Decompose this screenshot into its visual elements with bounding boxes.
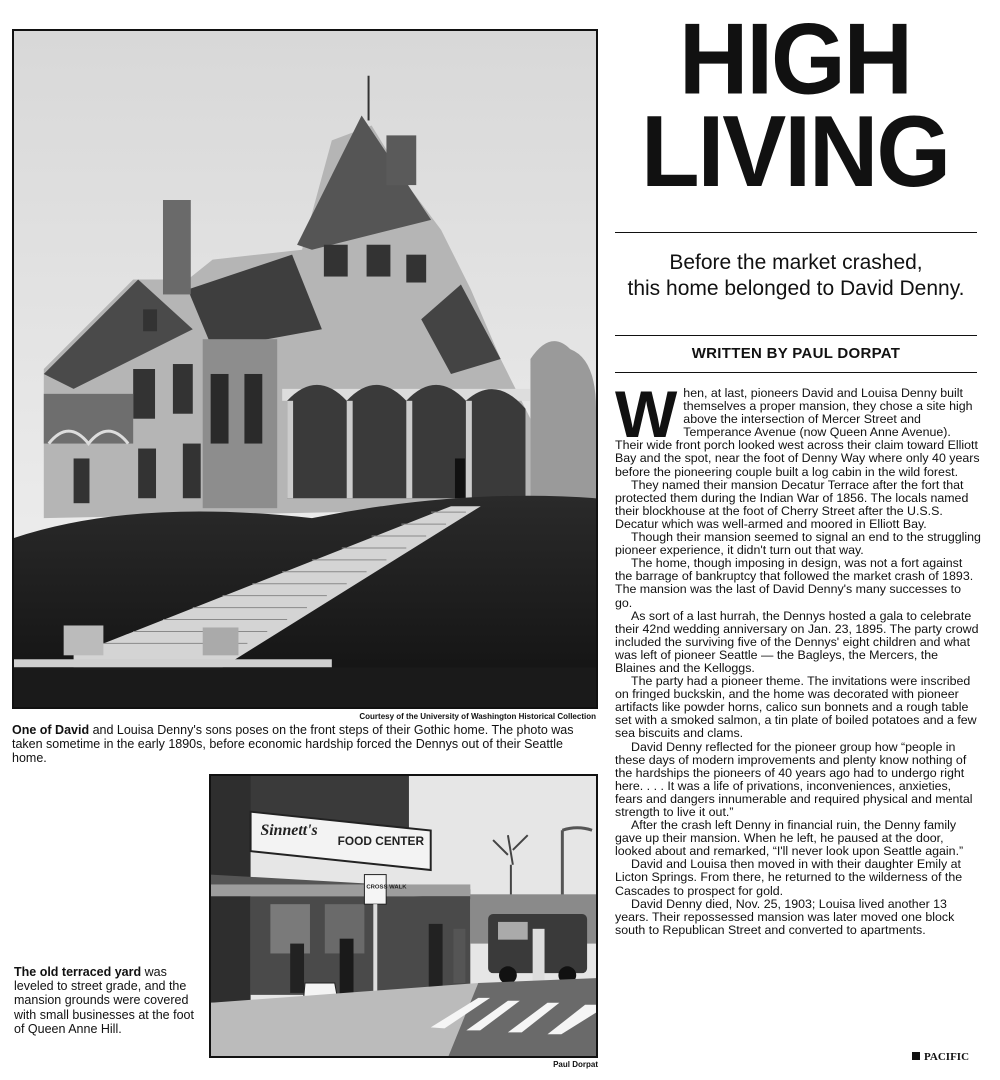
deck-line-2: this home belonged to David Denny. xyxy=(627,277,965,300)
section-tag-label: PACIFIC xyxy=(924,1051,970,1063)
article-paragraph: David Denny reflected for the pioneer group how “people in these days of modern improvements and plenty know nothing of the hardships the pioneers of 40 years ago had to undergo right here. . . . It was a life of privations, inconveniences, anxieties, fears and dangers innumerable and required physical and mental strength to live it out.” xyxy=(615,739,973,819)
crosswalk-sign: CROSS WALK xyxy=(366,884,407,891)
article-body xyxy=(615,377,981,937)
article-paragraph: As sort of a last hurrah, the Dennys hosted a gala to celebrate their 42nd wedding anniversary on Jan. 23, 1895. The party crowd included the surviving five of the Dennys' eight children and what was left of pioneer Seattle — the Bagleys, the Mercers, the Blaines and the Kelloggs. xyxy=(615,608,979,675)
mansion-caption-lead: One of David xyxy=(12,723,90,737)
article-paragraph: The home, though imposing in design, was not a fort against the barrage of bankruptcy that followed the market crash of 1893. The mansion was the last of David Denny's many successes to go. xyxy=(615,556,974,610)
article-paragraph: When, at last, pioneers David and Louisa Denny built themselves a proper mansion, they chose a site high above the intersection of Mercer Street and Temperance Avenue (now Queen Anne Avenue). Their wide front porch looked west across their claim toward Elliott Bay and the spot, near the foot of Denny Way where only 40 years before the pioneering couple built a log cabin in the wild forest. xyxy=(615,377,980,479)
byline: WRITTEN BY PAUL DORPAT xyxy=(691,345,901,362)
headline-rule-top xyxy=(615,232,977,233)
storefront-photo-credit: Paul Dorpat xyxy=(553,1060,598,1069)
article-paragraph: Though their mansion seemed to signal an end to the struggling pioneer experience, it didn't turn out that way. xyxy=(615,530,981,558)
storefront-caption-text: was leveled to street grade, and the mansion grounds were covered with small businesses at the foot of Queen Anne Hill. xyxy=(14,965,194,1036)
store-sign-food: FOOD CENTER xyxy=(337,834,425,849)
storefront-photo-caption xyxy=(14,965,204,1036)
deck-line-1: Before the market crashed, xyxy=(669,251,923,274)
square-bullet-icon xyxy=(912,1052,920,1060)
article-paragraph: David Denny died, Nov. 25, 1903; Louisa lived another 13 years. Their repossessed mansion was later moved one block south to Republican Street and converted to apartments. xyxy=(615,896,955,937)
deck xyxy=(615,250,977,302)
headline-line-1: HIGH xyxy=(679,3,911,116)
store-sign-name: Sinnett's xyxy=(260,822,318,840)
article-paragraph: The party had a pioneer theme. The invitations were inscribed on fringed buckskin, and the home was decorated with pioneer artifacts like powder horns, calico sun bonnets and a rough table set with a smoked salmon, a tin plate of boiled potatoes and a few sea biscuits and clams. xyxy=(615,674,977,741)
headline-line-2: LIVING xyxy=(640,95,949,208)
drop-cap: W xyxy=(615,377,678,451)
mansion-photo-credit: Courtesy of the University of Washington Historical Collection xyxy=(359,712,596,721)
mansion-photo xyxy=(12,29,598,709)
deck-rule-bottom xyxy=(615,335,977,336)
mansion-illustration xyxy=(14,31,596,707)
storefront-photo xyxy=(209,774,598,1058)
headline xyxy=(612,3,978,208)
storefront-caption-lead: The old terraced yard xyxy=(14,965,142,979)
mansion-caption-text: and Louisa Denny's sons poses on the front steps of their Gothic home. The photo was taken sometime in the early 1890s, before economic hardship forced the Dennys out of their Seattle home. xyxy=(12,723,574,765)
section-tag xyxy=(912,1051,969,1063)
article-paragraph: They named their mansion Decatur Terrace after the fort that protected them during the Indian War of 1856. The locals named their blockhouse at the foot of Cherry Street after the U.S.S. Decatur which was well-armed and moored in Elliott Bay. xyxy=(615,477,969,531)
article-paragraph: After the crash left Denny in financial ruin, the Denny family gave up their mansion. When he left, he paused at the door, looked about and remarked, “I'll never look upon Seattle again.” xyxy=(615,818,964,859)
article-paragraph: David and Louisa then moved in with their daughter Emily at Licton Springs. From there, he returned to the wilderness of the Cascades to prospect for gold. xyxy=(615,857,963,898)
storefront-illustration xyxy=(211,776,596,1056)
byline-rule-bottom xyxy=(615,372,977,373)
mansion-photo-caption xyxy=(12,723,598,765)
